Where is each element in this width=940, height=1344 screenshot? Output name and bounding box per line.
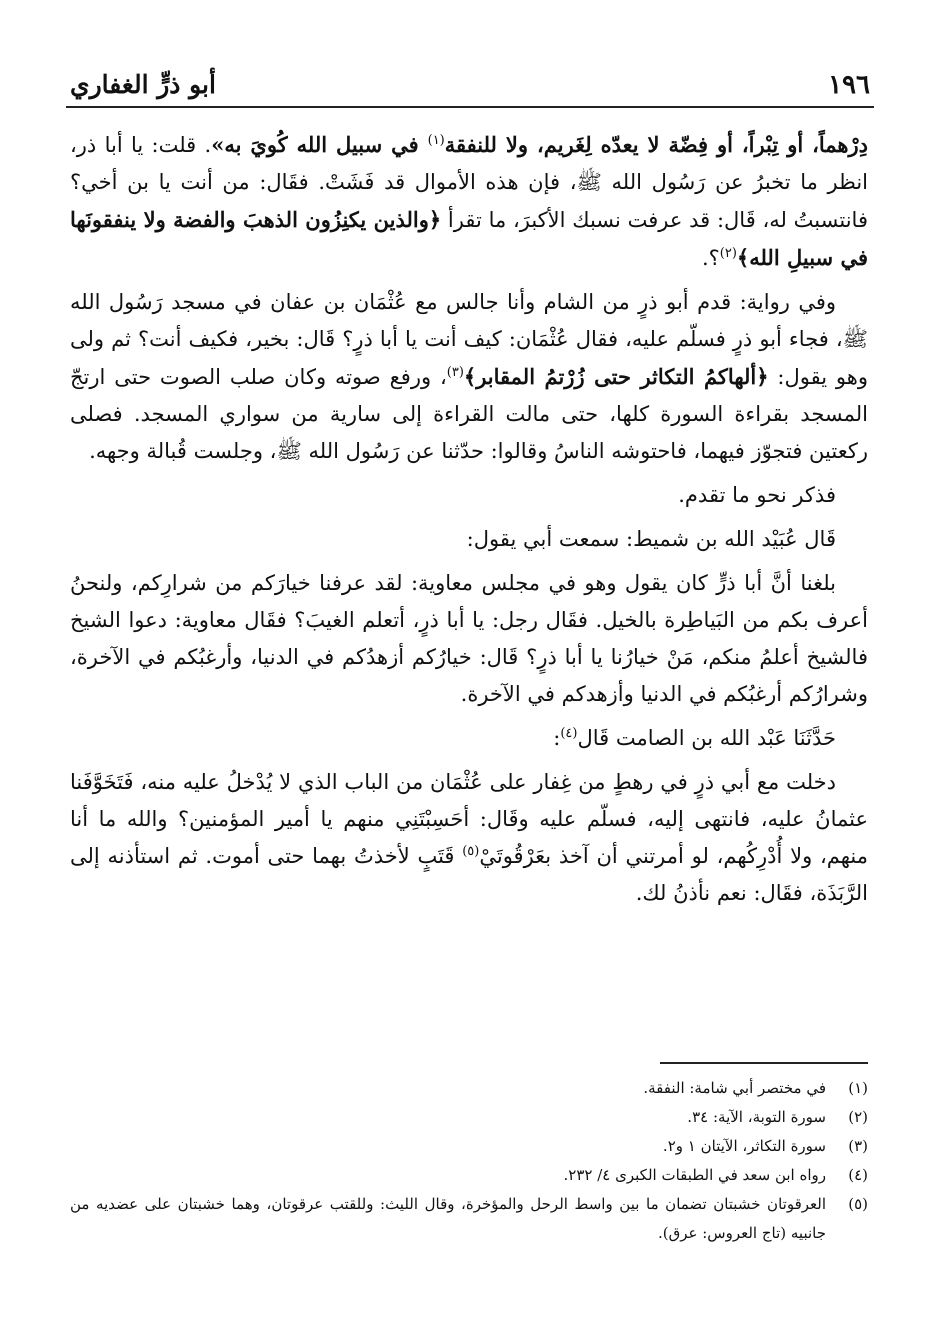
footnote [70, 1074, 868, 1103]
text-run: دخلت مع أبي ذرٍ في رهطٍ من غِفار على عُثْمَان من الباب الذي لا يُدْخلُ عليه منه، فَتَخَوَّفَنا عثمانُ عليه، فانتهى إليه، فسلّم عليه وقَال: أحَسِبْتَنِي منهم يا أمير المؤمنين؟ والله ما أنا منهم، ولا أُدْرِكُهم، لو أمرتني أن آخذ بعَرْقُوتَيْ [70, 770, 868, 868]
header-rule [66, 106, 874, 108]
text-run: بلغنا أنَّ أبا ذرٍّ كان يقول وهو في مجلس معاوية: لقد عرفنا خيارَكم من شرارِكم، ولنحنُ أعرف بكم من البَياطِرة بالخيل. فقَال رجل: يا أبا ذرٍ، أتعلم الغيبَ؟ فقَال معاوية: دعوا الشيخ فالشيخ أعلمُ منكم، مَنْ خيارُنا يا أبا ذرٍ؟ قَال: خيارُكم أزهدُكم في الدنيا، وأرغبُكم في الآخرة، وشرارُكم أرغبُكم في الدنيا وأزهدكم في الآخرة. [70, 571, 868, 706]
page-number: ١٩٦ [828, 70, 870, 100]
text-run: قَتَبٍ لأخذتُ بهما حتى أموت. ثم استأذنه إلى الرَّبَذَة، فقَال: نعم نأذنُ لك. [70, 844, 868, 905]
footnotes [70, 1074, 868, 1248]
paragraph [70, 284, 868, 470]
footnote-reference: (٤) [560, 726, 578, 741]
footnote-text: سورة التكاثر، الآيتان ١ و٢. [662, 1137, 826, 1155]
paragraph [70, 764, 868, 912]
footnote-number: (٤) [848, 1166, 868, 1184]
paragraph [70, 126, 868, 277]
paragraph [70, 477, 868, 514]
footnote-number: (٥) [848, 1195, 868, 1213]
footnote-text: رواه ابن سعد في الطبقات الكبرى ٤/ ٢٣٢. [563, 1166, 826, 1184]
emphasized-text: في سبيل الله كُويَ به» [211, 132, 428, 157]
emphasized-text: ﴿والذين يكنِزُون الذهبَ والفضة ولا ينفقونَها في سبيلِ الله﴾ [70, 207, 868, 270]
text-run: فذكر نحو ما تقدم. [678, 483, 836, 507]
text-run: ، ورفع صوته وكان صلب الصوت حتى ارتجّ المسجد بقراءة السورة كلها، حتى مالت القراءة إلى سارية من سواري المسجد. فصلى ركعتين فتجوّز فيهما، فاحتوشه الناسُ وقالوا: حدّثنا عن رَسُول الله ﷺ، وجلست قُبالة وجهه. [70, 365, 868, 463]
footnote-text: سورة التوبة، الآية: ٣٤. [687, 1108, 826, 1126]
text-run: ؟. [701, 246, 720, 270]
footnote [70, 1161, 868, 1190]
text-run: حَدَّثَنَا عَبْد الله بن الصامت قَال [577, 726, 836, 750]
paragraph [70, 565, 868, 713]
footnote-reference: (٥) [462, 844, 480, 859]
footnote-reference: (٣) [446, 365, 464, 380]
main-text [70, 126, 868, 919]
footnote-reference: (٢) [719, 246, 737, 261]
page-header [66, 62, 874, 108]
paragraph [70, 720, 868, 757]
footnote [70, 1190, 868, 1248]
footnote [70, 1132, 868, 1161]
running-title: أبو ذرٍّ الغفاري [70, 70, 216, 99]
footnote-reference: (١) [427, 133, 445, 148]
footnote-number: (٣) [848, 1137, 868, 1155]
footnote-text: في مختصر أبي شامة: النفقة. [643, 1079, 826, 1097]
footnote [70, 1103, 868, 1132]
text-run: : [553, 726, 561, 750]
footnote-text: العرقوتان خشبتان تضمان ما بين واسط الرحل والمؤخرة، وقال الليث: وللقتب عرقوتان، وهما خشبتان على عضديه من جانبيه (تاج العروس: عرق). [70, 1195, 826, 1242]
text-run: وفي رواية: قدم أبو ذرٍ من الشام وأنا جالس مع عُثْمَان بن عفان في مسجد رَسُول الله ﷺ، فجاء أبو ذرٍ فسلّم عليه، فقال عُثْمَان: كيف أنت يا أبا ذرٍ؟ قَال: بخير، فكيف أنت؟ ثم ولى وهو يقول: [70, 290, 868, 389]
text-run: قَال عُبَيْد الله بن شميط: سمعت أبي يقول: [466, 527, 836, 551]
footnote-number: (٢) [848, 1108, 868, 1126]
footnote-separator [660, 1062, 868, 1064]
paragraph [70, 521, 868, 558]
emphasized-text: دِرْهماً، أو تِبْراً، أو فِضّة لا يعدّه لِغَريم، ولا للنفقة [444, 132, 868, 157]
footnote-number: (١) [848, 1079, 868, 1097]
text-run: . قلت: يا أبا ذر، انظر ما تخبرُ عن رَسُول الله ﷺ، فإن هذه الأموال قد فَشَتْ. فقَال: من أنت يا بن أخي؟ فانتسبتُ له، قَال: قد عرفت نسبك الأكبرَ، ما تقرأ [70, 133, 868, 232]
emphasized-text: ﴿ألهاكمُ التكاثر حتى زُرْتمُ المقابر﴾ [463, 364, 769, 389]
